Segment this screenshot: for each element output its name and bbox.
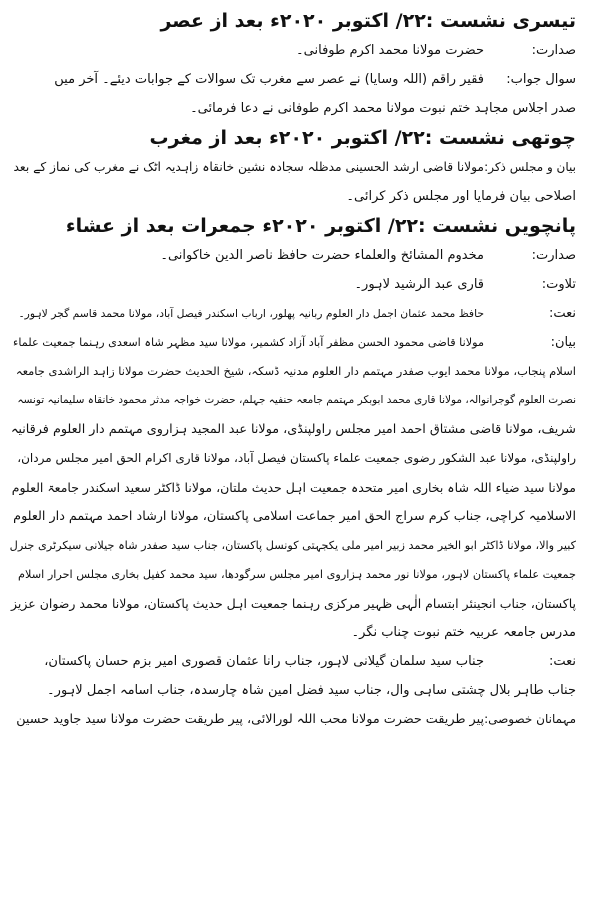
session3-qa-line: فقیر راقم (اللہ وسایا) نے عصر سے مغرب تک سوالات کے جوابات دیئے۔ آخر میں [54,72,484,87]
session3-presidency-row [10,36,576,65]
session5-guests-label: مہمانان خصوصی: [484,712,576,726]
session4-bayan-line: مولانا قاضی ارشد الحسینی مدظلہ سجادہ نشین خانقاہ زاہدیہ اٹک نے مغرب کی نماز کے بعد [13,160,484,174]
session5-bayan-line: اسلام پنجاب، مولانا محمد ایوب صفدر مہتمم دار العلوم مدنیہ ڈسکہ، شیخ الحدیث حضرت مولانا زاہد الراشدی جامعہ [15,364,576,378]
session5-bayan-line: شریف، مولانا قاضی مشتاق احمد امیر مجلس راولپنڈی، مولانا عبد المجید ہزاروی مہتمم دار العلوم فرقانیہ [10,422,576,437]
session5-bayan-line: کبیر والا، مولانا ڈاکٹر ابو الخیر محمد زبیر امیر ملی یکجہتی کونسل پاکستان، جناب سید صفدر شاہ جیلانی سیکرٹری جنرل [10,539,576,552]
session5-naat-row [10,299,576,328]
session5-naat-label: نعت: [548,306,576,321]
session5-tilawat-text: قاری عبد الرشید لاہور۔ [354,277,484,292]
session5-bayan-line: مولانا قاضی محمود الحسن مظفر آباد آزاد کشمیر، مولانا سید مظہر شاہ اسعدی رہنما جمعیت علماء [13,336,484,349]
session3-qa-line: صدر اجلاس مجاہد ختم نبوت مولانا محمد اکرم طوفانی نے دعا فرمائی۔ [190,101,576,116]
session3-presidency-text: حضرت مولانا محمد اکرم طوفانی۔ [296,43,484,58]
session5-naat2-line: جناب سید سلمان گیلانی لاہور، جناب رانا عثمان قصوری امیر بزم حسان پاکستان، [44,654,484,669]
session5-bayan-line: مدرس جامعہ عربیہ ختم نبوت چناب نگر۔ [351,625,576,640]
session5-presidency-row [10,241,576,270]
session4-bayan-row [10,153,576,182]
session5-naat-text: حافظ محمد عثمان اجمل دار العلوم ربانیہ پھلور، ارباب اسکندر فیصل آباد، مولانا محمد قاسم گجر لاہور۔ [18,307,484,320]
session5-presidency-text: مخدوم المشائخ والعلماء حضرت حافظ ناصر الدین خاکوانی۔ [160,248,484,263]
session5-bayan-line: پاکستان، جناب انجینئر ابتسام الٰہی ظہیر مرکزی رہنما جمعیت اہل حدیث پاکستان، مولانا محمد رضوان عزیز [10,596,576,611]
session5-tilawat-label: تلاوت: [541,277,576,292]
session5-naat2-row [10,647,576,676]
session5-guests-row [10,705,576,734]
session5-guests-text: پیر طریقت حضرت مولانا محب اللہ لورالائی، پیر طریقت حضرت مولانا سید جاوید حسین [16,712,484,727]
session5-naat2-label: نعت: [548,654,576,669]
session3-heading: تیسری نشست :۲۲/ اکتوبر ۲۰۲۰ء بعد از عصر [160,10,576,32]
session3-presidency-label: صدارت: [531,43,576,58]
session5-bayan-line: نصرت العلوم گوجرانوالہ، مولانا قاری محمد ابوبکر مہتمم جامعہ حنفیہ جہلم، حضرت خواجہ مدثر محمود خانقاہ سلیمانیہ تونسہ [17,394,576,406]
session5-bayan-line: جمعیت علماء پاکستان لاہور، مولانا نور محمد ہزاروی امیر مجلس سرگودھا، سید محمد کفیل بخاری مجلس احرار اسلام [18,568,576,581]
session4-bayan-label: بیان و مجلس ذکر: [484,160,576,174]
session5-bayan-line: راولپنڈی، مولانا عبد الشکور رضوی جمعیت علماء پاکستان فیصل آباد، مولانا قاری اکرام الحق امیر مجلس مردان، [17,451,576,465]
session4-heading: چوتھی نشست :۲۲/ اکتوبر ۲۰۲۰ء بعد از مغرب [149,127,576,149]
session5-bayan-line: مولانا سید ضیاء اللہ شاہ بخاری امیر متحدہ جمعیت اہل حدیث ملتان، مولانا ڈاکٹر سعید اسکندر جامعۃ العلوم [11,480,576,495]
session3-qa-label: سوال جواب: [506,72,576,87]
session4-bayan-line: اصلاحی بیان فرمایا اور مجلس ذکر کرائی۔ [346,189,576,204]
session3-qa-row [10,65,576,94]
session5-tilawat-row [10,270,576,299]
session5-naat2-line: جناب طاہر بلال چشتی ساہی وال، جناب سید فضل امین شاہ چارسدہ، جناب اسامہ اجمل لاہور۔ [47,683,576,698]
session5-presidency-label: صدارت: [531,248,576,263]
session5-bayan-line: الاسلامیہ کراچی، جناب کرم سراج الحق امیر جماعت اسلامی پاکستان، مولانا ارشاد احمد مہتمم دار العلوم [13,509,576,524]
session5-bayan-row [10,328,576,357]
session5-bayan-label: بیان: [550,335,576,350]
session5-heading: پانچویں نشست :۲۲/ اکتوبر ۲۰۲۰ء جمعرات بعد از عشاء [65,215,576,237]
